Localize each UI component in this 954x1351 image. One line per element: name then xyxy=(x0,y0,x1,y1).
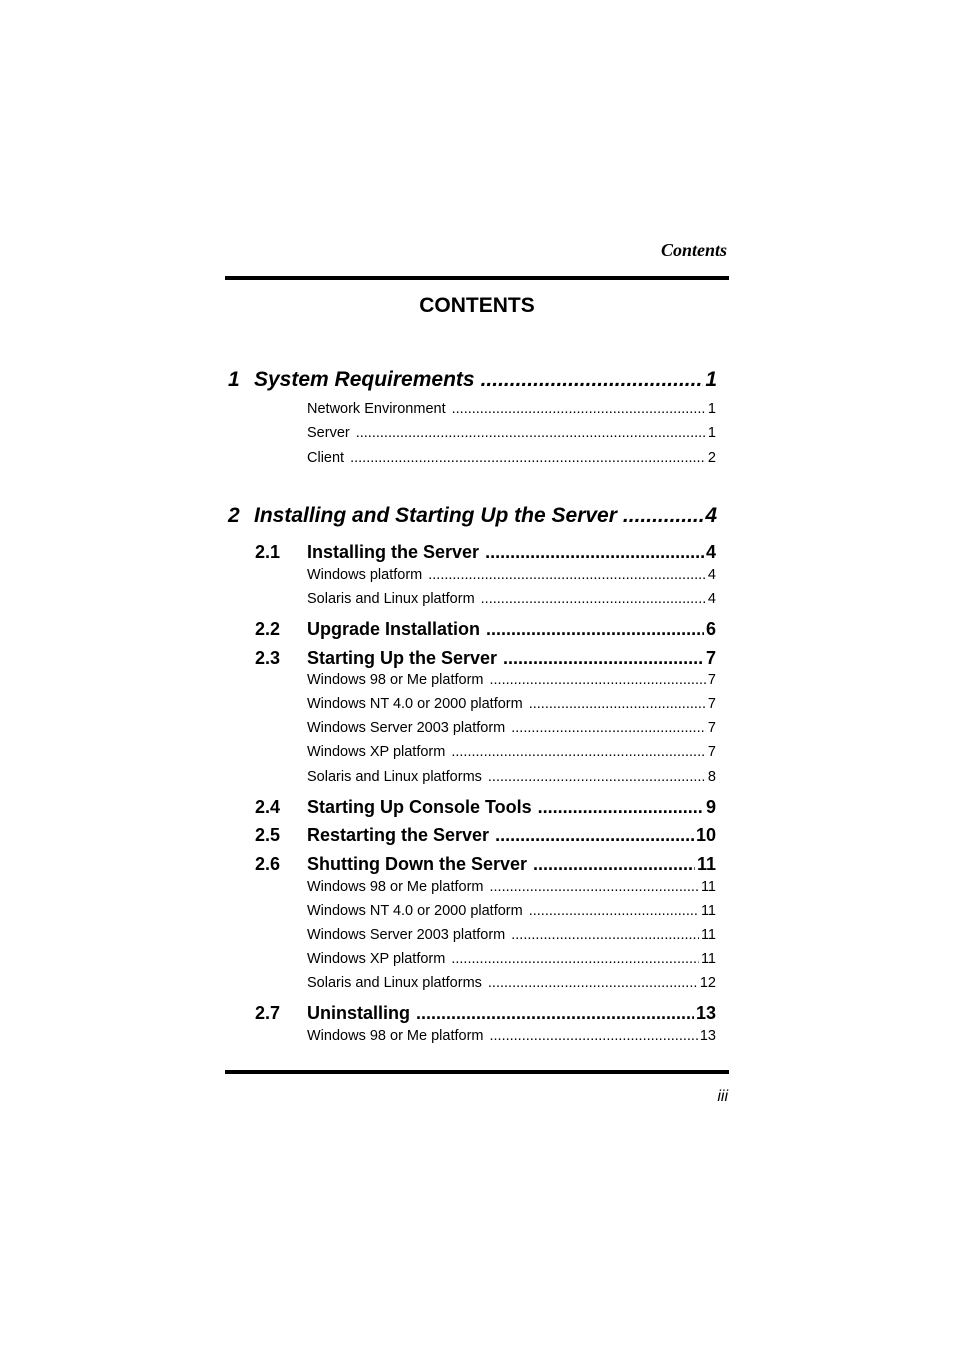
dot-leader xyxy=(495,825,694,846)
dot-leader xyxy=(481,591,706,607)
section-title: Starting Up Console Tools xyxy=(307,797,532,817)
dot-leader xyxy=(623,504,703,528)
page-number: 4 xyxy=(705,542,716,562)
dot-leader xyxy=(489,672,705,688)
chapter-number: 2 xyxy=(228,504,240,527)
section-number: 2.4 xyxy=(255,797,281,817)
toc-chapter[interactable] xyxy=(228,504,717,528)
chapter-title: System Requirements xyxy=(254,368,475,391)
page-number: 11 xyxy=(700,951,716,967)
toc-section[interactable] xyxy=(255,619,716,640)
page-number: 7 xyxy=(707,744,716,760)
dot-leader xyxy=(489,1028,697,1044)
page-number: 11 xyxy=(696,854,716,874)
section-number: 2.5 xyxy=(255,825,281,845)
toc-section[interactable] xyxy=(255,797,716,818)
toc-entry[interactable] xyxy=(307,769,716,785)
section-title: Uninstalling xyxy=(307,1003,410,1023)
section-title: Restarting the Server xyxy=(307,825,490,845)
dot-leader xyxy=(489,879,698,895)
section-number: 2.6 xyxy=(255,854,281,874)
dot-leader xyxy=(488,975,698,991)
page-number: 12 xyxy=(699,975,716,991)
toc-entry[interactable] xyxy=(307,450,716,466)
page-number: 4 xyxy=(707,591,716,607)
entry-title: Network Environment xyxy=(307,401,446,417)
page-number: 4 xyxy=(707,567,716,583)
dot-leader xyxy=(485,542,704,563)
bottom-rule xyxy=(225,1070,729,1074)
toc-entry[interactable] xyxy=(307,425,716,441)
dot-leader xyxy=(356,425,706,441)
toc-entry[interactable] xyxy=(307,720,716,736)
page-number: 7 xyxy=(705,648,716,668)
dot-leader xyxy=(533,854,695,875)
toc-entry[interactable] xyxy=(307,744,716,760)
page-number: 10 xyxy=(695,825,716,845)
chapter-title: Installing and Starting Up the Server xyxy=(254,504,617,527)
entry-title: Client xyxy=(307,450,345,466)
toc-entry[interactable] xyxy=(307,951,716,967)
section-number: 2.3 xyxy=(255,648,281,668)
dot-leader xyxy=(529,696,706,712)
toc-entry[interactable] xyxy=(307,591,716,607)
dot-leader xyxy=(452,401,706,417)
entry-title: Server xyxy=(307,425,350,441)
page-number: 1 xyxy=(707,401,716,417)
page-number: 11 xyxy=(700,927,716,943)
toc-entry[interactable] xyxy=(307,1028,716,1044)
dot-leader xyxy=(488,769,706,785)
entry-title: Windows XP platform xyxy=(307,951,446,967)
entry-title: Solaris and Linux platforms xyxy=(307,769,482,785)
toc-entry[interactable] xyxy=(307,975,716,991)
page-folio: iii xyxy=(717,1088,728,1105)
page-number: 8 xyxy=(707,769,716,785)
toc-section[interactable] xyxy=(255,648,716,669)
entry-title: Windows NT 4.0 or 2000 platform xyxy=(307,696,523,712)
dot-leader xyxy=(451,744,706,760)
section-number: 2.7 xyxy=(255,1003,281,1023)
page-number: 9 xyxy=(705,797,716,817)
dot-leader xyxy=(416,1003,694,1024)
section-number: 2.2 xyxy=(255,619,281,639)
toc-chapter[interactable] xyxy=(228,368,717,392)
toc-section[interactable] xyxy=(255,854,716,875)
page-title: CONTENTS xyxy=(419,294,535,317)
entry-title: Solaris and Linux platform xyxy=(307,591,475,607)
dot-leader xyxy=(451,951,699,967)
toc-entry[interactable] xyxy=(307,696,716,712)
page-number: 7 xyxy=(707,672,716,688)
page-number: 4 xyxy=(705,504,717,527)
page-number: 1 xyxy=(705,368,717,391)
chapter-number: 1 xyxy=(228,368,240,391)
toc-section[interactable] xyxy=(255,542,716,563)
entry-title: Windows platform xyxy=(307,567,423,583)
dot-leader xyxy=(481,368,704,392)
page-number: 2 xyxy=(707,450,716,466)
toc-entry[interactable] xyxy=(307,401,716,417)
toc-entry[interactable] xyxy=(307,903,716,919)
entry-title: Windows 98 or Me platform xyxy=(307,672,484,688)
entry-title: Windows XP platform xyxy=(307,744,446,760)
entry-title: Windows NT 4.0 or 2000 platform xyxy=(307,903,523,919)
dot-leader xyxy=(503,648,704,669)
toc-entry[interactable] xyxy=(307,927,716,943)
page-number: 7 xyxy=(707,720,716,736)
page-number: 13 xyxy=(695,1003,716,1023)
dot-leader xyxy=(529,903,699,919)
page-number: 13 xyxy=(699,1028,716,1044)
entry-title: Windows 98 or Me platform xyxy=(307,879,484,895)
page-number: 1 xyxy=(707,425,716,441)
toc-section[interactable] xyxy=(255,825,716,846)
section-title: Upgrade Installation xyxy=(307,619,481,639)
section-title: Shutting Down the Server xyxy=(307,854,528,874)
dot-leader xyxy=(511,720,706,736)
toc-entry[interactable] xyxy=(307,567,716,583)
section-title: Installing the Server xyxy=(307,542,480,562)
dot-leader xyxy=(486,619,704,640)
dot-leader xyxy=(538,797,704,818)
entry-title: Windows Server 2003 platform xyxy=(307,927,506,943)
dot-leader xyxy=(350,450,706,466)
dot-leader xyxy=(428,567,706,583)
toc-entry[interactable] xyxy=(307,672,716,688)
page-number: 6 xyxy=(705,619,716,639)
section-title: Starting Up the Server xyxy=(307,648,498,668)
page-number: 11 xyxy=(700,879,716,895)
section-number: 2.1 xyxy=(255,542,281,562)
running-header: Contents xyxy=(660,240,727,260)
toc-entry[interactable] xyxy=(307,879,716,895)
entry-title: Solaris and Linux platforms xyxy=(307,975,482,991)
top-rule xyxy=(225,276,729,280)
page-number: 7 xyxy=(707,696,716,712)
entry-title: Windows 98 or Me platform xyxy=(307,1028,484,1044)
toc-section[interactable] xyxy=(255,1003,716,1024)
page-number: 11 xyxy=(700,903,716,919)
dot-leader xyxy=(511,927,699,943)
entry-title: Windows Server 2003 platform xyxy=(307,720,506,736)
